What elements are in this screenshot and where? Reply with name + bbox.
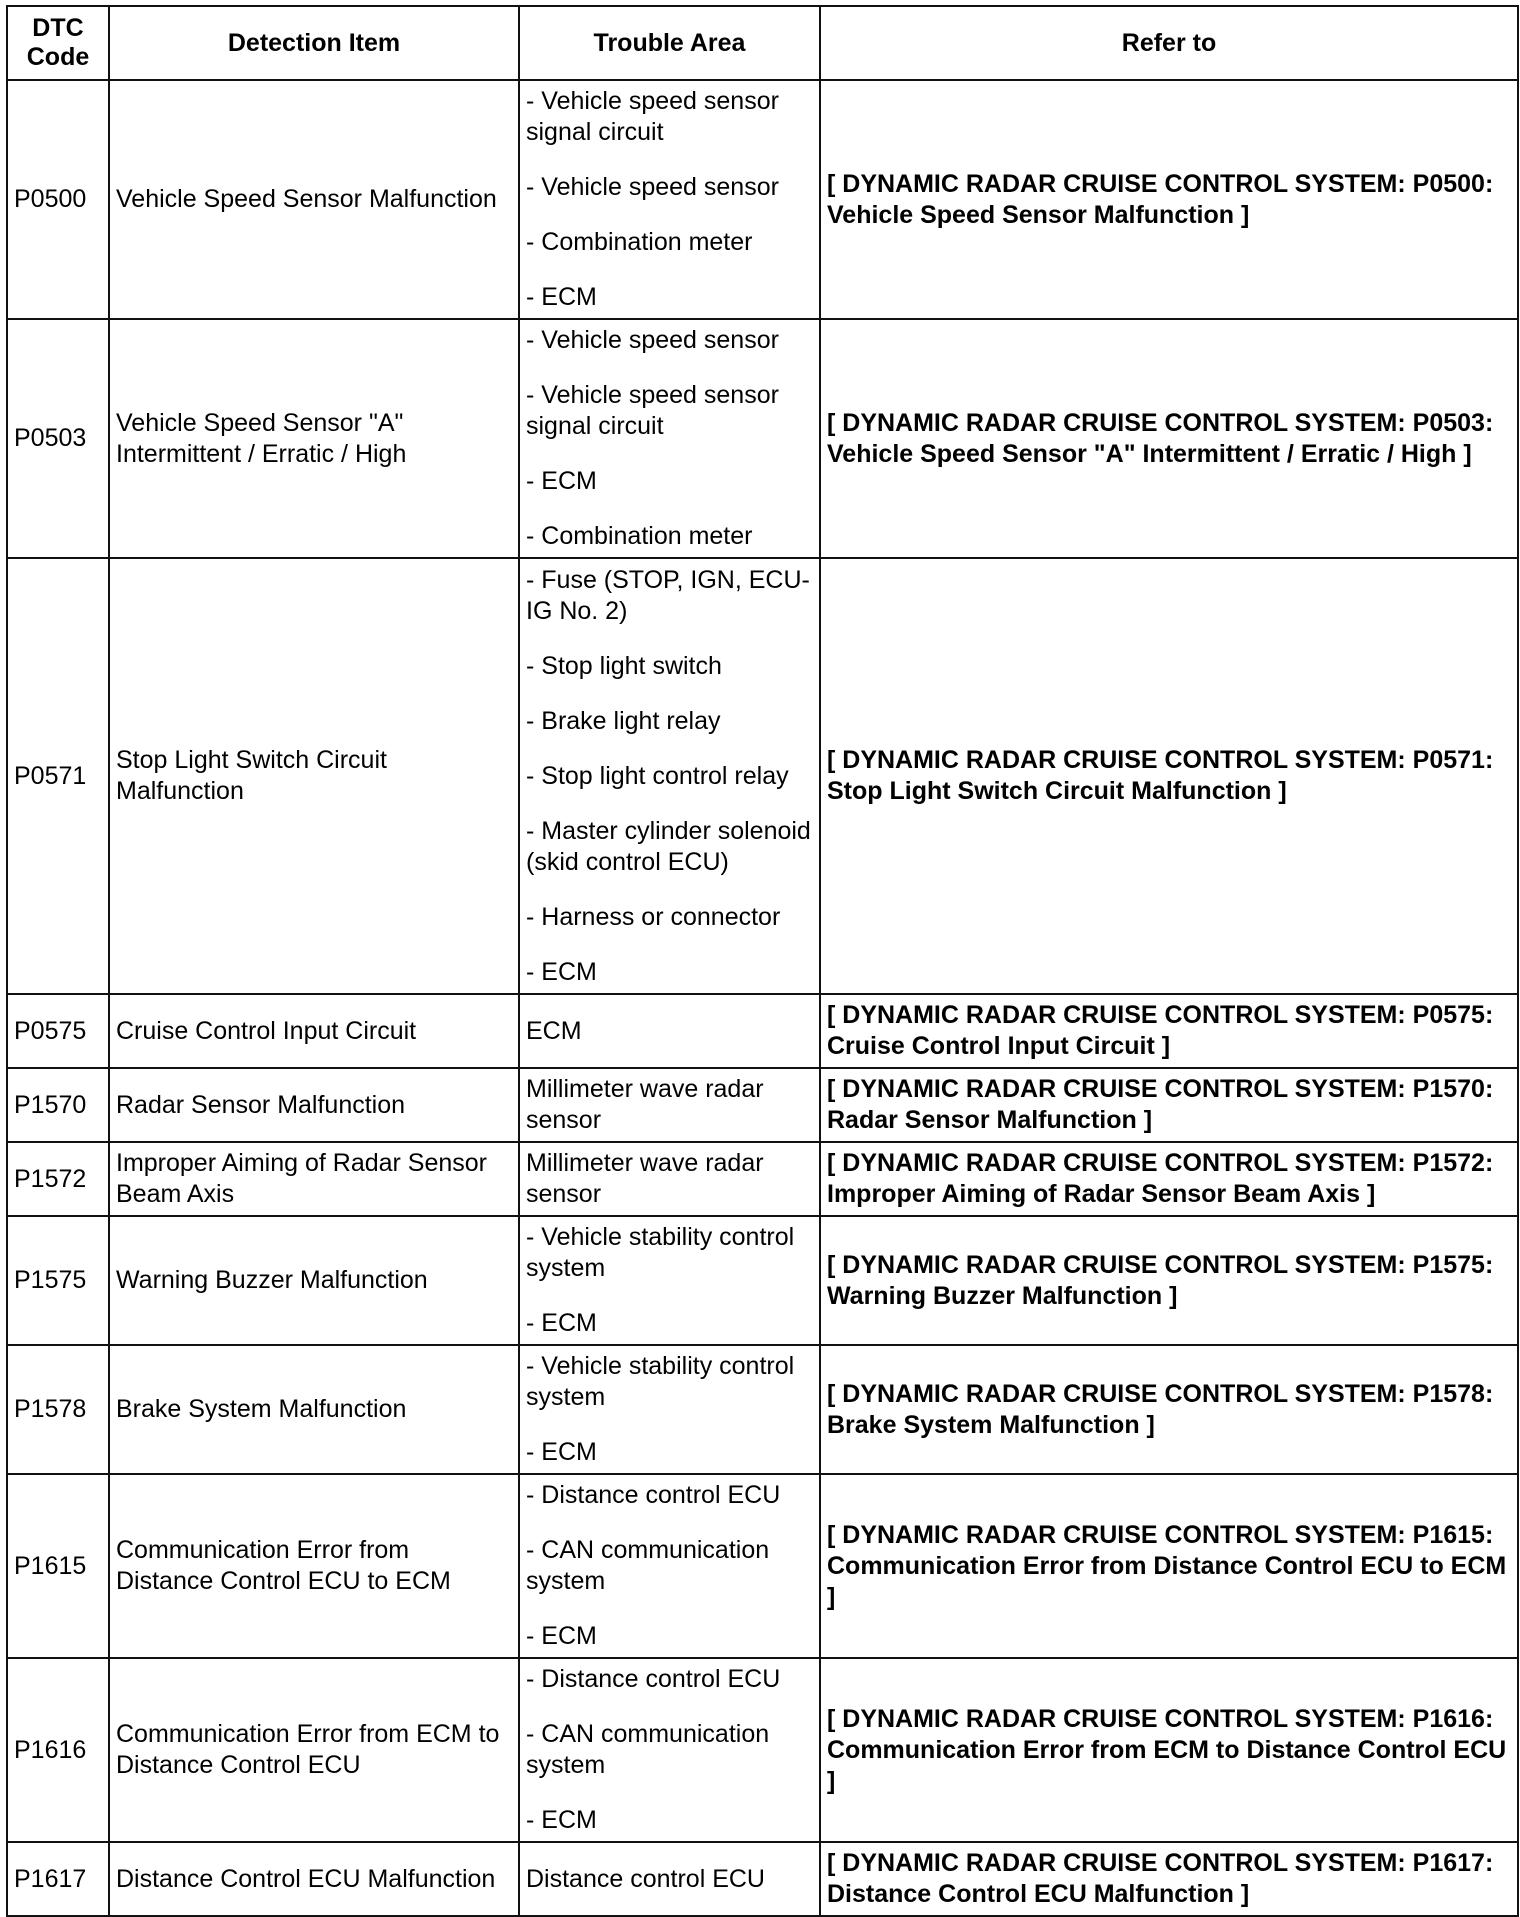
trouble-area-item: ECM [526,1016,582,1045]
table-row [7,1068,1518,1142]
dtc-code-cell: P1578 [7,1345,109,1474]
table-row [7,80,1518,319]
header-dtc-code [7,6,109,80]
header-dtc-code-line2: Code [26,43,90,71]
detection-item-cell: Vehicle Speed Sensor "A" Intermittent / Erratic / High [109,319,519,558]
trouble-area-item: - Stop light switch [526,651,722,680]
table-header [7,6,1518,80]
trouble-area-item: - Harness or connector [526,902,781,931]
refer-to-link[interactable]: [ DYNAMIC RADAR CRUISE CONTROL SYSTEM: P0571: Stop Light Switch Circuit Malfunction ] [820,558,1518,994]
trouble-area-item: Distance control ECU [526,1864,765,1893]
refer-to-link[interactable]: [ DYNAMIC RADAR CRUISE CONTROL SYSTEM: P0500: Vehicle Speed Sensor Malfunction ] [820,80,1518,319]
trouble-area-item: - Combination meter [526,522,753,550]
trouble-area-cell [519,994,820,1068]
refer-to-link[interactable]: [ DYNAMIC RADAR CRUISE CONTROL SYSTEM: P1616: Communication Error from ECM to Distance Control ECU ] [820,1658,1518,1842]
dtc-table [6,5,1519,1917]
trouble-area-item: - ECM [526,1622,597,1650]
trouble-area-cell [519,1842,820,1916]
detection-item-cell: Cruise Control Input Circuit [109,994,519,1068]
trouble-area-cell [519,1142,820,1216]
refer-to-link[interactable]: [ DYNAMIC RADAR CRUISE CONTROL SYSTEM: P1570: Radar Sensor Malfunction ] [820,1068,1518,1142]
dtc-code-cell: P1570 [7,1068,109,1142]
dtc-code-cell: P1575 [7,1216,109,1345]
trouble-area-item: - Vehicle speed sensor signal circuit [526,381,779,440]
table-row [7,558,1518,994]
refer-to-link[interactable]: [ DYNAMIC RADAR CRUISE CONTROL SYSTEM: P1617: Distance Control ECU Malfunction ] [820,1842,1518,1916]
trouble-area-item: - Stop light control relay [526,761,789,790]
detection-item-cell: Improper Aiming of Radar Sensor Beam Axis [109,1142,519,1216]
detection-item-cell: Communication Error from ECM to Distance Control ECU [109,1658,519,1842]
dtc-code-cell: P1616 [7,1658,109,1842]
table-row [7,1474,1518,1658]
detection-item-cell: Stop Light Switch Circuit Malfunction [109,558,519,994]
trouble-area-item: - Brake light relay [526,706,721,735]
dtc-code-cell: P0571 [7,558,109,994]
refer-to-link[interactable]: [ DYNAMIC RADAR CRUISE CONTROL SYSTEM: P1572: Improper Aiming of Radar Sensor Beam Axis ] [820,1142,1518,1216]
trouble-area-item: Millimeter wave radar sensor [526,1075,764,1134]
trouble-area-item: - CAN communication system [526,1536,770,1595]
detection-item-cell: Vehicle Speed Sensor Malfunction [109,80,519,319]
trouble-area-item: - Master cylinder solenoid (skid control ECU) [526,816,811,876]
refer-to-link[interactable]: [ DYNAMIC RADAR CRUISE CONTROL SYSTEM: P0575: Cruise Control Input Circuit ] [820,994,1518,1068]
header-detection-item: Detection Item [109,6,519,80]
trouble-area-cell [519,1068,820,1142]
trouble-area-item: - Distance control ECU [526,1665,781,1693]
header-row [7,6,1518,80]
dtc-code-cell: P1615 [7,1474,109,1658]
table-row [7,1658,1518,1842]
refer-to-link[interactable]: [ DYNAMIC RADAR CRUISE CONTROL SYSTEM: P1615: Communication Error from Distance Control ECU to ECM ] [820,1474,1518,1658]
detection-item-cell: Warning Buzzer Malfunction [109,1216,519,1345]
trouble-area-cell [519,1658,820,1842]
dtc-code-cell: P0500 [7,80,109,319]
trouble-area-cell [519,1216,820,1345]
detection-item-cell: Communication Error from Distance Control ECU to ECM [109,1474,519,1658]
trouble-area-item: - ECM [526,283,597,311]
trouble-area-item: - Fuse (STOP, IGN, ECU-IG No. 2) [526,565,810,625]
trouble-area-item: - Combination meter [526,228,753,256]
trouble-area-item: - ECM [526,467,597,495]
trouble-area-item: - Vehicle speed sensor [526,173,779,201]
header-trouble-area: Trouble Area [519,6,820,80]
header-refer-to: Refer to [820,6,1518,80]
trouble-area-cell [519,319,820,558]
header-dtc-code-line1: DTC [32,14,84,42]
dtc-code-cell: P1617 [7,1842,109,1916]
detection-item-cell: Distance Control ECU Malfunction [109,1842,519,1916]
table-row [7,1345,1518,1474]
dtc-code-cell: P0575 [7,994,109,1068]
table-body [7,80,1518,1916]
trouble-area-item: - ECM [526,957,597,986]
table-row [7,1216,1518,1345]
trouble-area-item: Millimeter wave radar sensor [526,1149,764,1208]
refer-to-link[interactable]: [ DYNAMIC RADAR CRUISE CONTROL SYSTEM: P0503: Vehicle Speed Sensor "A" Intermittent / Erratic / High ] [820,319,1518,558]
trouble-area-item: - Vehicle speed sensor signal circuit [526,87,779,146]
detection-item-cell: Brake System Malfunction [109,1345,519,1474]
trouble-area-item: - Vehicle stability control system [526,1223,795,1282]
dtc-code-cell: P1572 [7,1142,109,1216]
trouble-area-cell [519,558,820,994]
trouble-area-cell [519,1345,820,1474]
detection-item-cell: Radar Sensor Malfunction [109,1068,519,1142]
trouble-area-item: - CAN communication system [526,1720,770,1779]
refer-to-link[interactable]: [ DYNAMIC RADAR CRUISE CONTROL SYSTEM: P1578: Brake System Malfunction ] [820,1345,1518,1474]
trouble-area-item: - Vehicle speed sensor [526,326,779,354]
trouble-area-item: - ECM [526,1438,597,1466]
table-row [7,1142,1518,1216]
dtc-code-cell: P0503 [7,319,109,558]
table-row [7,319,1518,558]
trouble-area-cell [519,1474,820,1658]
trouble-area-item: - Distance control ECU [526,1481,781,1509]
trouble-area-item: - Vehicle stability control system [526,1352,795,1411]
refer-to-link[interactable]: [ DYNAMIC RADAR CRUISE CONTROL SYSTEM: P1575: Warning Buzzer Malfunction ] [820,1216,1518,1345]
trouble-area-item: - ECM [526,1309,597,1337]
trouble-area-cell [519,80,820,319]
table-row [7,1842,1518,1916]
table-row [7,994,1518,1068]
trouble-area-item: - ECM [526,1806,597,1834]
